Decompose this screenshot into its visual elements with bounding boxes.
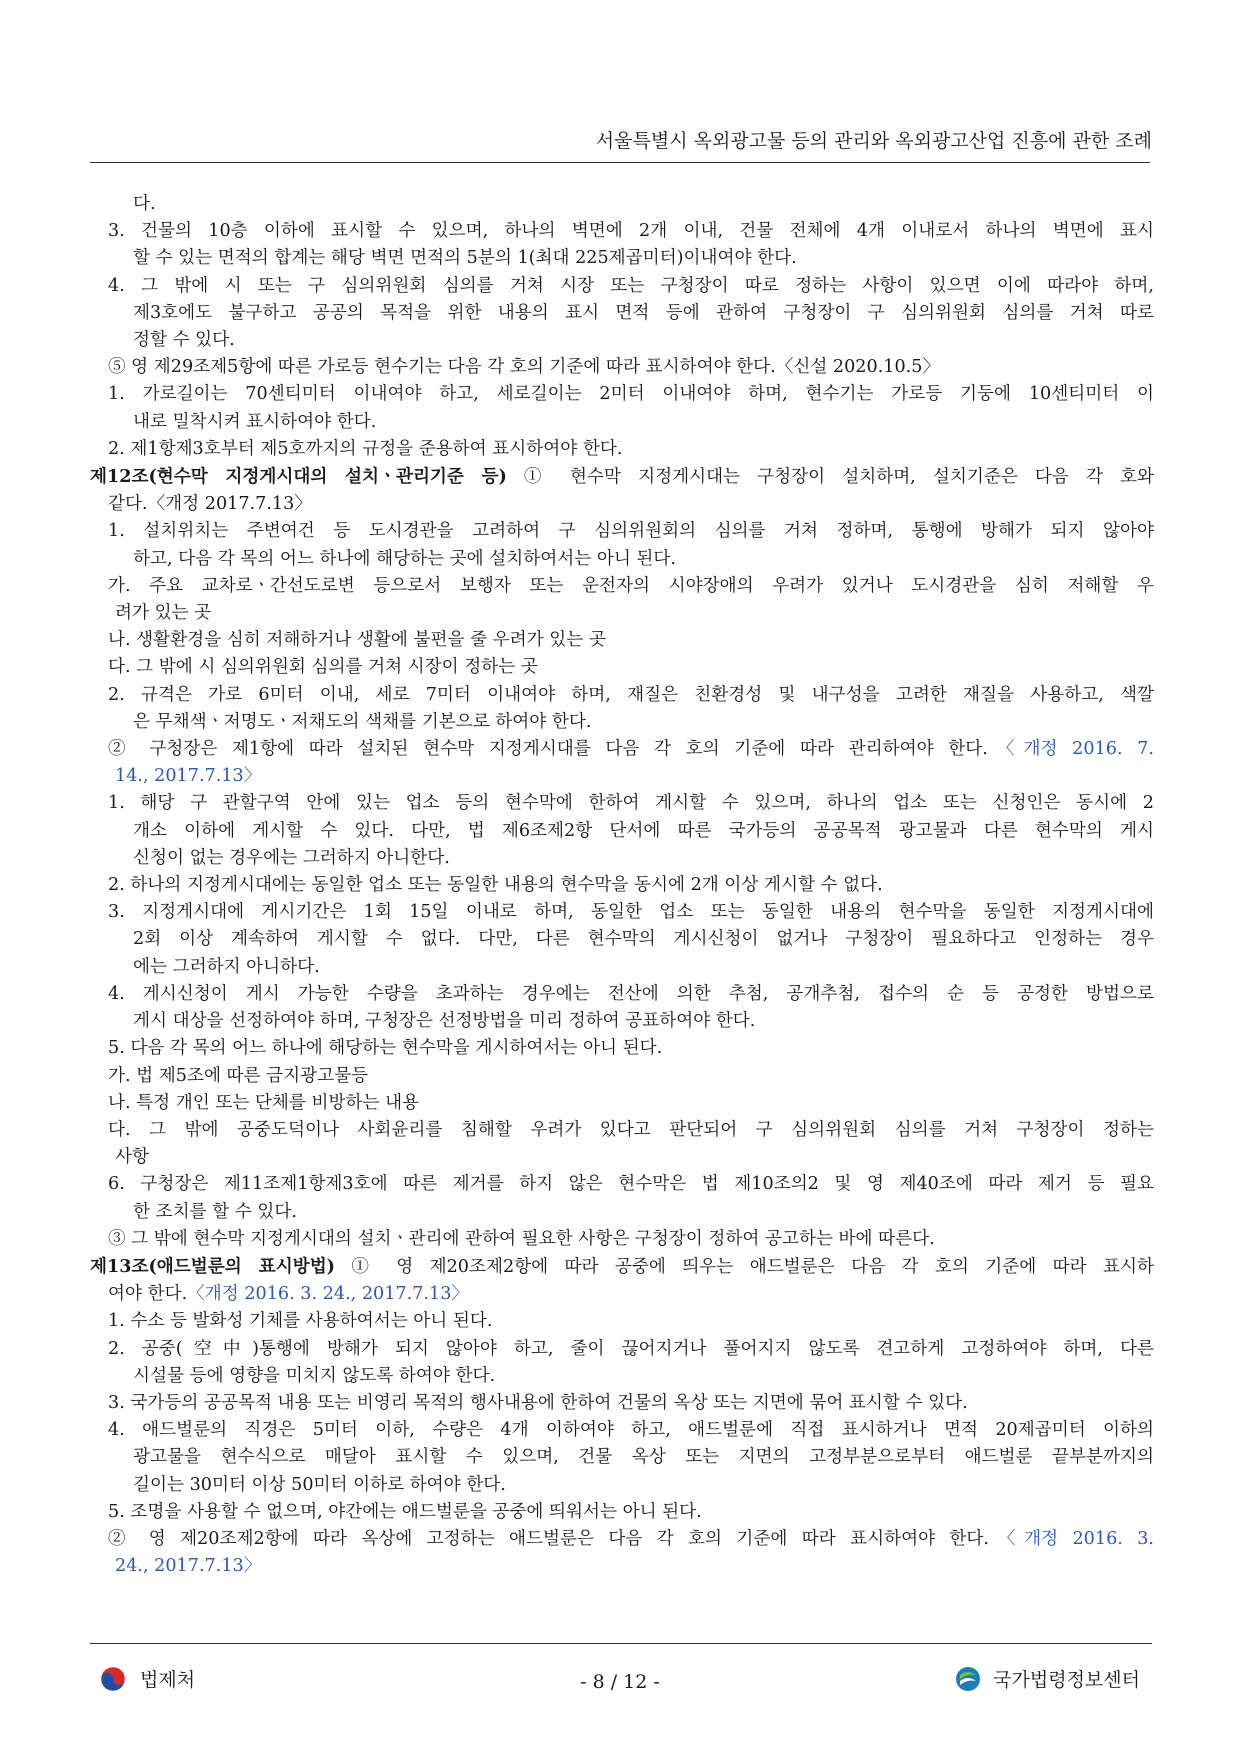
text-line: 려가 있는 곳 <box>115 603 212 624</box>
text-line: 다. 그 밖에 공중도덕이나 사회윤리를 침해할 우려가 있다고 판단되어 구 심의위원회 심의를 거쳐 구청장이 정하는 <box>108 1119 1154 1140</box>
footer-right <box>955 1665 1140 1692</box>
text-line: 게시 대상을 선정하여야 하며, 구청장은 선정방법을 미리 정하여 공표하여야 한다. <box>133 1011 756 1032</box>
text-line <box>90 1526 1154 1553</box>
text-line: 1. 가로길이는 70센티미터 이내여야 하고, 세로길이는 2미터 이내여야 하며, 현수기는 가로등 기둥에 10센티미터 이 <box>108 384 1154 405</box>
document-body <box>90 191 1154 1580</box>
text-line: 개소 이하에 게시할 수 있다. 다만, 법 제6조제2항 단서에 따른 국가등의 공공목적 광고물과 다른 현수막의 게시 <box>133 820 1154 841</box>
text-line: 하고, 다음 각 목의 어느 하나에 해당하는 곳에 설치하여서는 아니 된다. <box>133 548 676 569</box>
law-center-logo-icon <box>955 1666 981 1692</box>
text-line: 시설물 등에 영향을 미치지 않도록 하여야 한다. <box>133 1365 496 1386</box>
text-span: ② 영 제20조제2항에 따라 옥상에 고정하는 애드벌룬은 다음 각 호의 기준에 따라 표시하여야 한다. <box>108 1528 990 1549</box>
text-line: 1. 설치위치는 주변여건 등 도시경관을 고려하여 구 심의위원회의 심의를 거쳐 정하며, 통행에 방해가 되지 않아야 <box>108 521 1154 542</box>
text-line: 은 무채색ㆍ저명도ㆍ저채도의 색채를 기본으로 하여야 한다. <box>133 711 592 732</box>
text-line: 다. <box>133 194 156 214</box>
text-line: 3. 국가등의 공공목적 내용 또는 비영리 목적의 행사내용에 한하여 건물의 옥상 또는 지면에 묶어 표시할 수 있다. <box>108 1392 968 1413</box>
ministry-label: 법제처 <box>140 1669 196 1691</box>
text-line: 6. 구청장은 제11조제1항제3호에 따른 제거를 하지 않은 현수막은 법 제10조의2 및 영 제40조에 따라 제거 등 필요 <box>108 1174 1154 1195</box>
text-line: ③ 그 밖에 현수막 지정게시대의 설치ㆍ관리에 관하여 필요한 사항은 구청장이 정하여 공고하는 바에 따른다. <box>108 1228 935 1249</box>
text-line: 같다.〈개정 2017.7.13〉 <box>108 494 312 515</box>
header-divider <box>90 162 1150 163</box>
text-line: 3. 건물의 10층 이하에 표시할 수 있으며, 하나의 벽면에 2개 이내, 건물 전체에 4개 이내로서 하나의 벽면에 표시 <box>108 221 1154 242</box>
text-line: 다. 그 밖에 시 심의위원회 심의를 거쳐 시장이 정하는 곳 <box>108 657 538 678</box>
text-line: 2. 하나의 지정게시대에는 동일한 업소 또는 동일한 내용의 현수막을 동시에 2개 이상 게시할 수 없다. <box>108 875 883 896</box>
law-center-label: 국가법령정보센터 <box>993 1669 1140 1691</box>
amendment-note: 24., 2017.7.13〉 <box>115 1556 262 1577</box>
text-line: 5. 조명을 사용할 수 없으며, 야간에는 애드벌룬을 공중에 띄워서는 아니 된다. <box>108 1501 702 1522</box>
text-line: ⑤ 영 제29조제5항에 따른 가로등 현수기는 다음 각 호의 기준에 따라 표시하여야 한다.〈신설 2020.10.5〉 <box>108 357 941 378</box>
text-line: 4. 그 밖에 시 또는 구 심의위원회 심의를 거쳐 시장 또는 구청장이 따로 정하는 사항이 있으면 이에 따라야 하며, <box>108 275 1154 296</box>
text-line: 5. 다음 각 목의 어느 하나에 해당하는 현수막을 게시하여서는 아니 된다. <box>108 1038 663 1059</box>
text-line: 1. 해당 구 관할구역 안에 있는 업소 등의 현수막에 한하여 게시할 수 있으며, 하나의 업소 또는 신청인은 동시에 2 <box>108 793 1154 814</box>
text-line: 한 조치를 할 수 있다. <box>133 1201 297 1222</box>
text-line: 4. 게시신청이 게시 가능한 수량을 초과하는 경우에는 전산에 의한 추첨, 공개추첨, 접수의 순 등 공정한 방법으로 <box>108 983 1154 1004</box>
text-line: 나. 생활환경을 심히 저해하거나 생활에 불편을 줄 우려가 있는 곳 <box>108 630 606 651</box>
text-line <box>90 1281 1154 1308</box>
text-line: 1. 수소 등 발화성 기체를 사용하여서는 아니 된다. <box>108 1311 493 1332</box>
text-span: ① 영 제20조제2항에 따라 공중에 띄우는 애드벌룬은 다음 각 호의 기준에 따라 표시하 <box>335 1256 1154 1277</box>
text-line: 나. 특정 개인 또는 단체를 비방하는 내용 <box>108 1092 420 1113</box>
text-line: 길이는 30미터 이상 50미터 이하로 하여야 한다. <box>133 1474 506 1495</box>
text-line: 광고물을 현수식으로 매달아 표시할 수 있으며, 건물 옥상 또는 지면의 고정부분으로부터 애드벌룬 끝부분까지의 <box>133 1447 1154 1468</box>
article-12-heading-line <box>90 463 1154 491</box>
text-line: 신청이 없는 경우에는 그러하지 아니한다. <box>133 847 450 868</box>
article-12-title: 제12조(현수막 지정게시대의 설치ㆍ관리기준 등) <box>90 466 507 488</box>
text-line: 2. 규격은 가로 6미터 이내, 세로 7미터 이내여야 하며, 재질은 친환경성 및 내구성을 고려한 재질을 사용하고, 색깔 <box>108 684 1154 705</box>
amendment-note: 14., 2017.7.13〉 <box>115 766 262 787</box>
text-line: 에는 그러하지 아니하다. <box>133 956 320 977</box>
text-line: 내로 밀착시켜 표시하여야 한다. <box>133 411 377 432</box>
text-line: 사항 <box>115 1147 149 1168</box>
text-line: 2. 공중(空中)통행에 방해가 되지 않아야 하고, 줄이 끊어지거나 풀어지지 않도록 견고하게 고정하여야 하며, 다른 <box>108 1338 1154 1359</box>
amendment-note: 〈개정 2016. 3. 24., 2017.7.13〉 <box>187 1284 469 1305</box>
text-line: 제3호에도 불구하고 공공의 목적을 위한 내용의 표시 면적 등에 관하여 구청장이 구 심의위원회 심의를 거쳐 따로 <box>133 302 1154 323</box>
text-line: 가. 법 제5조에 따른 금지광고물등 <box>108 1065 369 1086</box>
text-line: 3. 지정게시대에 게시기간은 1회 15일 이내로 하며, 동일한 업소 또는 동일한 내용의 현수막을 동일한 지정게시대에 <box>108 902 1154 923</box>
text-line: 할 수 있는 면적의 합계는 해당 벽면 면적의 5분의 1(최대 225제곱미터)이내여야 한다. <box>133 248 797 269</box>
amendment-note: 〈개정 2016. 7. <box>987 739 1154 760</box>
text-line: 정할 수 있다. <box>133 330 235 351</box>
page-number: - 8 / 12 - <box>580 1671 660 1693</box>
text-line: 2회 이상 계속하여 게시할 수 없다. 다만, 다른 현수막의 게시신청이 없거나 구청장이 필요하다고 인정하는 경우 <box>133 929 1154 950</box>
amendment-note: 〈개정 2016. 3. <box>989 1528 1154 1549</box>
text-line: 가. 주요 교차로ㆍ간선도로변 등으로서 보행자 또는 운전자의 시야장애의 우려가 있거나 도시경관을 심히 저해할 우 <box>108 575 1154 596</box>
article-13-heading-line <box>90 1253 1154 1281</box>
document-title: 서울특별시 옥외광고물 등의 관리와 옥외광고산업 진흥에 관한 조례 <box>595 130 1152 152</box>
text-line: 2. 제1항제3호부터 제5호까지의 규정을 준용하여 표시하여야 한다. <box>108 438 623 459</box>
footer-divider <box>90 1643 1152 1644</box>
text-span: 여야 한다. <box>108 1284 188 1305</box>
text-span: ① 현수막 지정게시대는 구청장이 설치하며, 설치기준은 다음 각 호와 <box>506 467 1154 488</box>
text-span: ② 구청장은 제1항에 따라 설치된 현수막 지정게시대를 다음 각 호의 기준에 따라 관리하여야 한다. <box>108 739 988 760</box>
article-13-title: 제13조(애드벌룬의 표시방법) <box>90 1255 336 1277</box>
text-line <box>90 736 1154 763</box>
text-line: 4. 애드벌룬의 직경은 5미터 이하, 수량은 4개 이하여야 하고, 애드벌룬에 직접 표시하거나 면적 20제곱미터 이하의 <box>108 1420 1154 1441</box>
page-footer <box>100 1665 1140 1705</box>
